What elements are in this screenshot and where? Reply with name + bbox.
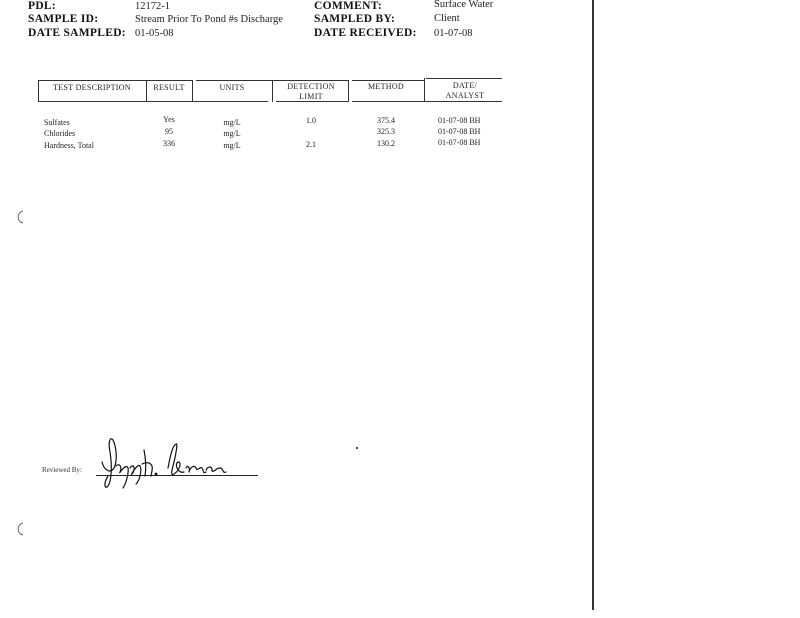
header-rule-date	[426, 78, 502, 79]
col-sep-5	[424, 78, 425, 102]
sampled-by-value: Client	[434, 13, 460, 24]
col-sep-4	[348, 80, 349, 102]
comment-label: COMMENT:	[314, 0, 382, 12]
header-rule-method	[352, 80, 424, 81]
cell-result: 336	[163, 139, 175, 148]
col-sep-3	[272, 80, 273, 102]
col-units: UNITS	[219, 83, 245, 92]
handwritten-signature-icon	[96, 432, 236, 492]
cell-units: mg/L	[223, 129, 241, 138]
sample-id-value: Stream Prior To Pond #s Discharge	[135, 14, 283, 25]
header-bottom-rule-right	[352, 101, 502, 102]
cell-test: Hardness, Total	[44, 141, 94, 150]
pdl-label: PDL:	[28, 0, 57, 12]
cell-result: Yes	[163, 115, 175, 124]
col-date-line2: ANALYST	[445, 91, 485, 100]
col-sep-0	[38, 80, 39, 102]
reviewed-by-label: Reviewed By:	[42, 466, 82, 474]
col-sep-2	[192, 80, 193, 102]
cell-test: Chlorides	[44, 129, 76, 138]
col-test-description: TEST DESCRIPTION	[53, 83, 131, 92]
header-rule-result	[146, 80, 192, 81]
cell-units: mg/L	[223, 141, 241, 150]
date-sampled-label: DATE SAMPLED:	[28, 27, 126, 39]
cell-date: 01-07-08 BH	[438, 116, 481, 125]
header-bottom-rule-left	[38, 101, 268, 102]
sample-id-label: SAMPLE ID:	[28, 13, 99, 25]
header-rule-units	[196, 80, 272, 81]
col-detection-line1: DETECTION	[287, 82, 335, 91]
col-date-line1: DATE/	[452, 81, 478, 90]
sampled-by-label: SAMPLED BY:	[314, 13, 396, 25]
col-detection-line2: LIMIT	[299, 92, 323, 101]
col-result: RESULT	[153, 83, 185, 92]
cell-method: 375.4	[377, 116, 395, 125]
scan-speck	[356, 447, 358, 449]
comment-value: Surface Water	[434, 0, 494, 10]
cell-date: 01-07-08 BH	[438, 127, 481, 136]
date-received-value: 01-07-08	[434, 28, 473, 39]
page-edge-rule	[592, 0, 594, 610]
date-received-label: DATE RECEIVED:	[314, 27, 417, 39]
col-sep-1	[146, 80, 147, 102]
cell-date: 01-07-08 BH	[438, 138, 481, 147]
cell-method: 130.2	[377, 139, 395, 148]
cell-test: Sulfates	[44, 118, 70, 127]
cell-units: mg/L	[223, 118, 241, 127]
header-rule-test	[38, 80, 146, 81]
cell-method: 325.3	[377, 127, 395, 136]
binder-hole-mark-icon	[14, 210, 26, 224]
pdl-value: 12172-1	[135, 1, 170, 12]
col-method: METHOD	[367, 82, 405, 91]
cell-limit: 2.1	[306, 140, 316, 149]
header-bottom-rule-detection	[276, 101, 348, 102]
cell-limit: 1.0	[306, 116, 316, 125]
binder-hole-mark-icon	[14, 522, 26, 536]
cell-result: 95	[165, 127, 173, 136]
header-rule-detection	[272, 80, 348, 81]
date-sampled-value: 01-05-08	[135, 28, 174, 39]
